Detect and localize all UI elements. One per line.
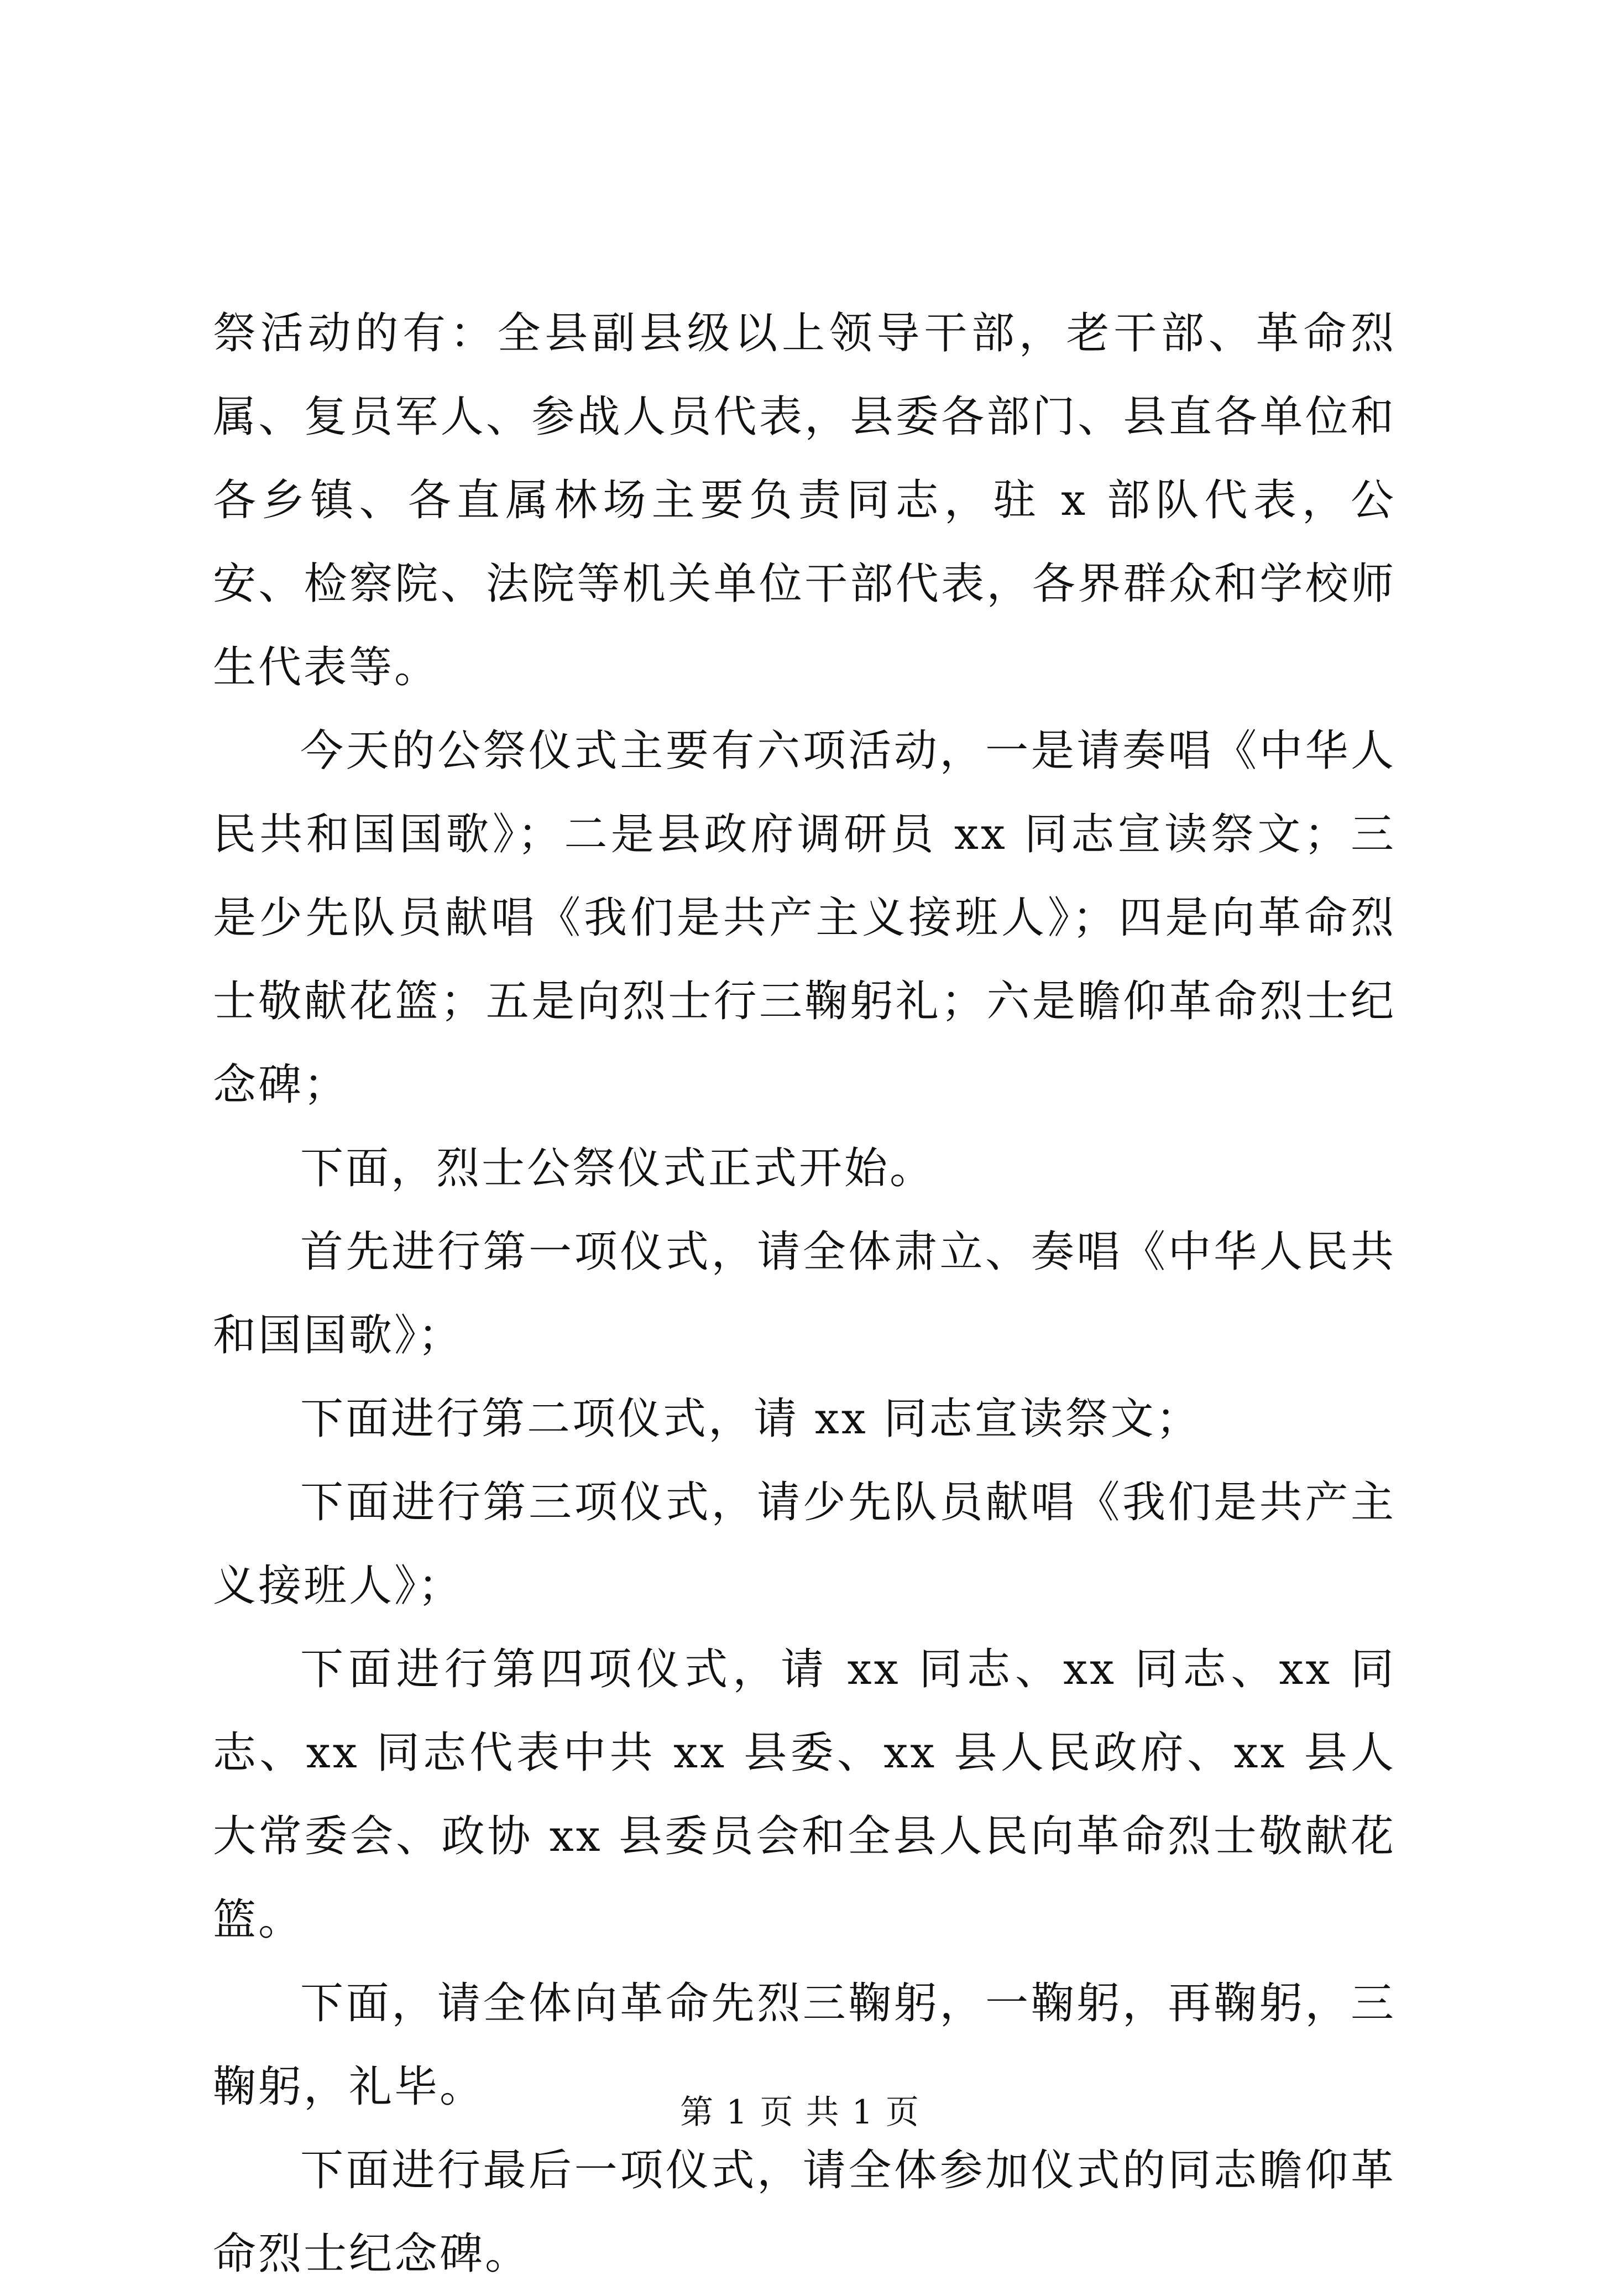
- paragraph-step-3: 下面进行第三项仪式，请少先队员献唱《我们是共产主义接班人》；: [213, 1478, 1396, 1611]
- paragraph-step-6: 下面进行最后一项仪式，请全体参加仪式的同志瞻仰革命烈士纪念碑。: [213, 2146, 1396, 2279]
- document-body: [213, 292, 1396, 2296]
- paragraph-step-5: 下面，请全体向革命先烈三鞠躬，一鞠躬，再鞠躬，三鞠躬，礼毕。: [213, 1979, 1396, 2112]
- paragraph-step-2: 下面进行第二项仪式，请 xx 同志宣读祭文；: [300, 1394, 1201, 1444]
- paragraph-opening: 下面，烈士公祭仪式正式开始。: [300, 1144, 935, 1193]
- paragraph-step-1: 首先进行第一项仪式，请全体肃立、奏唱《中华人民共和国国歌》；: [213, 1227, 1396, 1360]
- paragraph-step-4: 下面进行第四项仪式，请 xx 同志、xx 同志、xx 同志、xx 同志代表中共 xx 县委、xx 县人民政府、xx 县人大常委会、政协 xx 县委员会和全县人民向革命烈士敬献花篮。: [213, 1645, 1396, 1945]
- page-number-footer: 第 1 页 共 1 页: [680, 2093, 920, 2132]
- paragraph-attendees: 祭活动的有：全县副县级以上领导干部，老干部、革命烈属、复员军人、参战人员代表，县委各部门、县直各单位和各乡镇、各直属林场主要负责同志，驻 x 部队代表，公安、检察院、法院等机关单位干部代表，各界群众和学校师生代表等。: [213, 309, 1396, 692]
- paragraph-agenda: 今天的公祭仪式主要有六项活动，一是请奏唱《中华人民共和国国歌》；二是县政府调研员 xx 同志宣读祭文；三是少先队员献唱《我们是共产主义接班人》；四是向革命烈士敬献花篮；五是向烈士行三鞠躬礼；六是瞻仰革命烈士纪念碑；: [213, 726, 1396, 1110]
